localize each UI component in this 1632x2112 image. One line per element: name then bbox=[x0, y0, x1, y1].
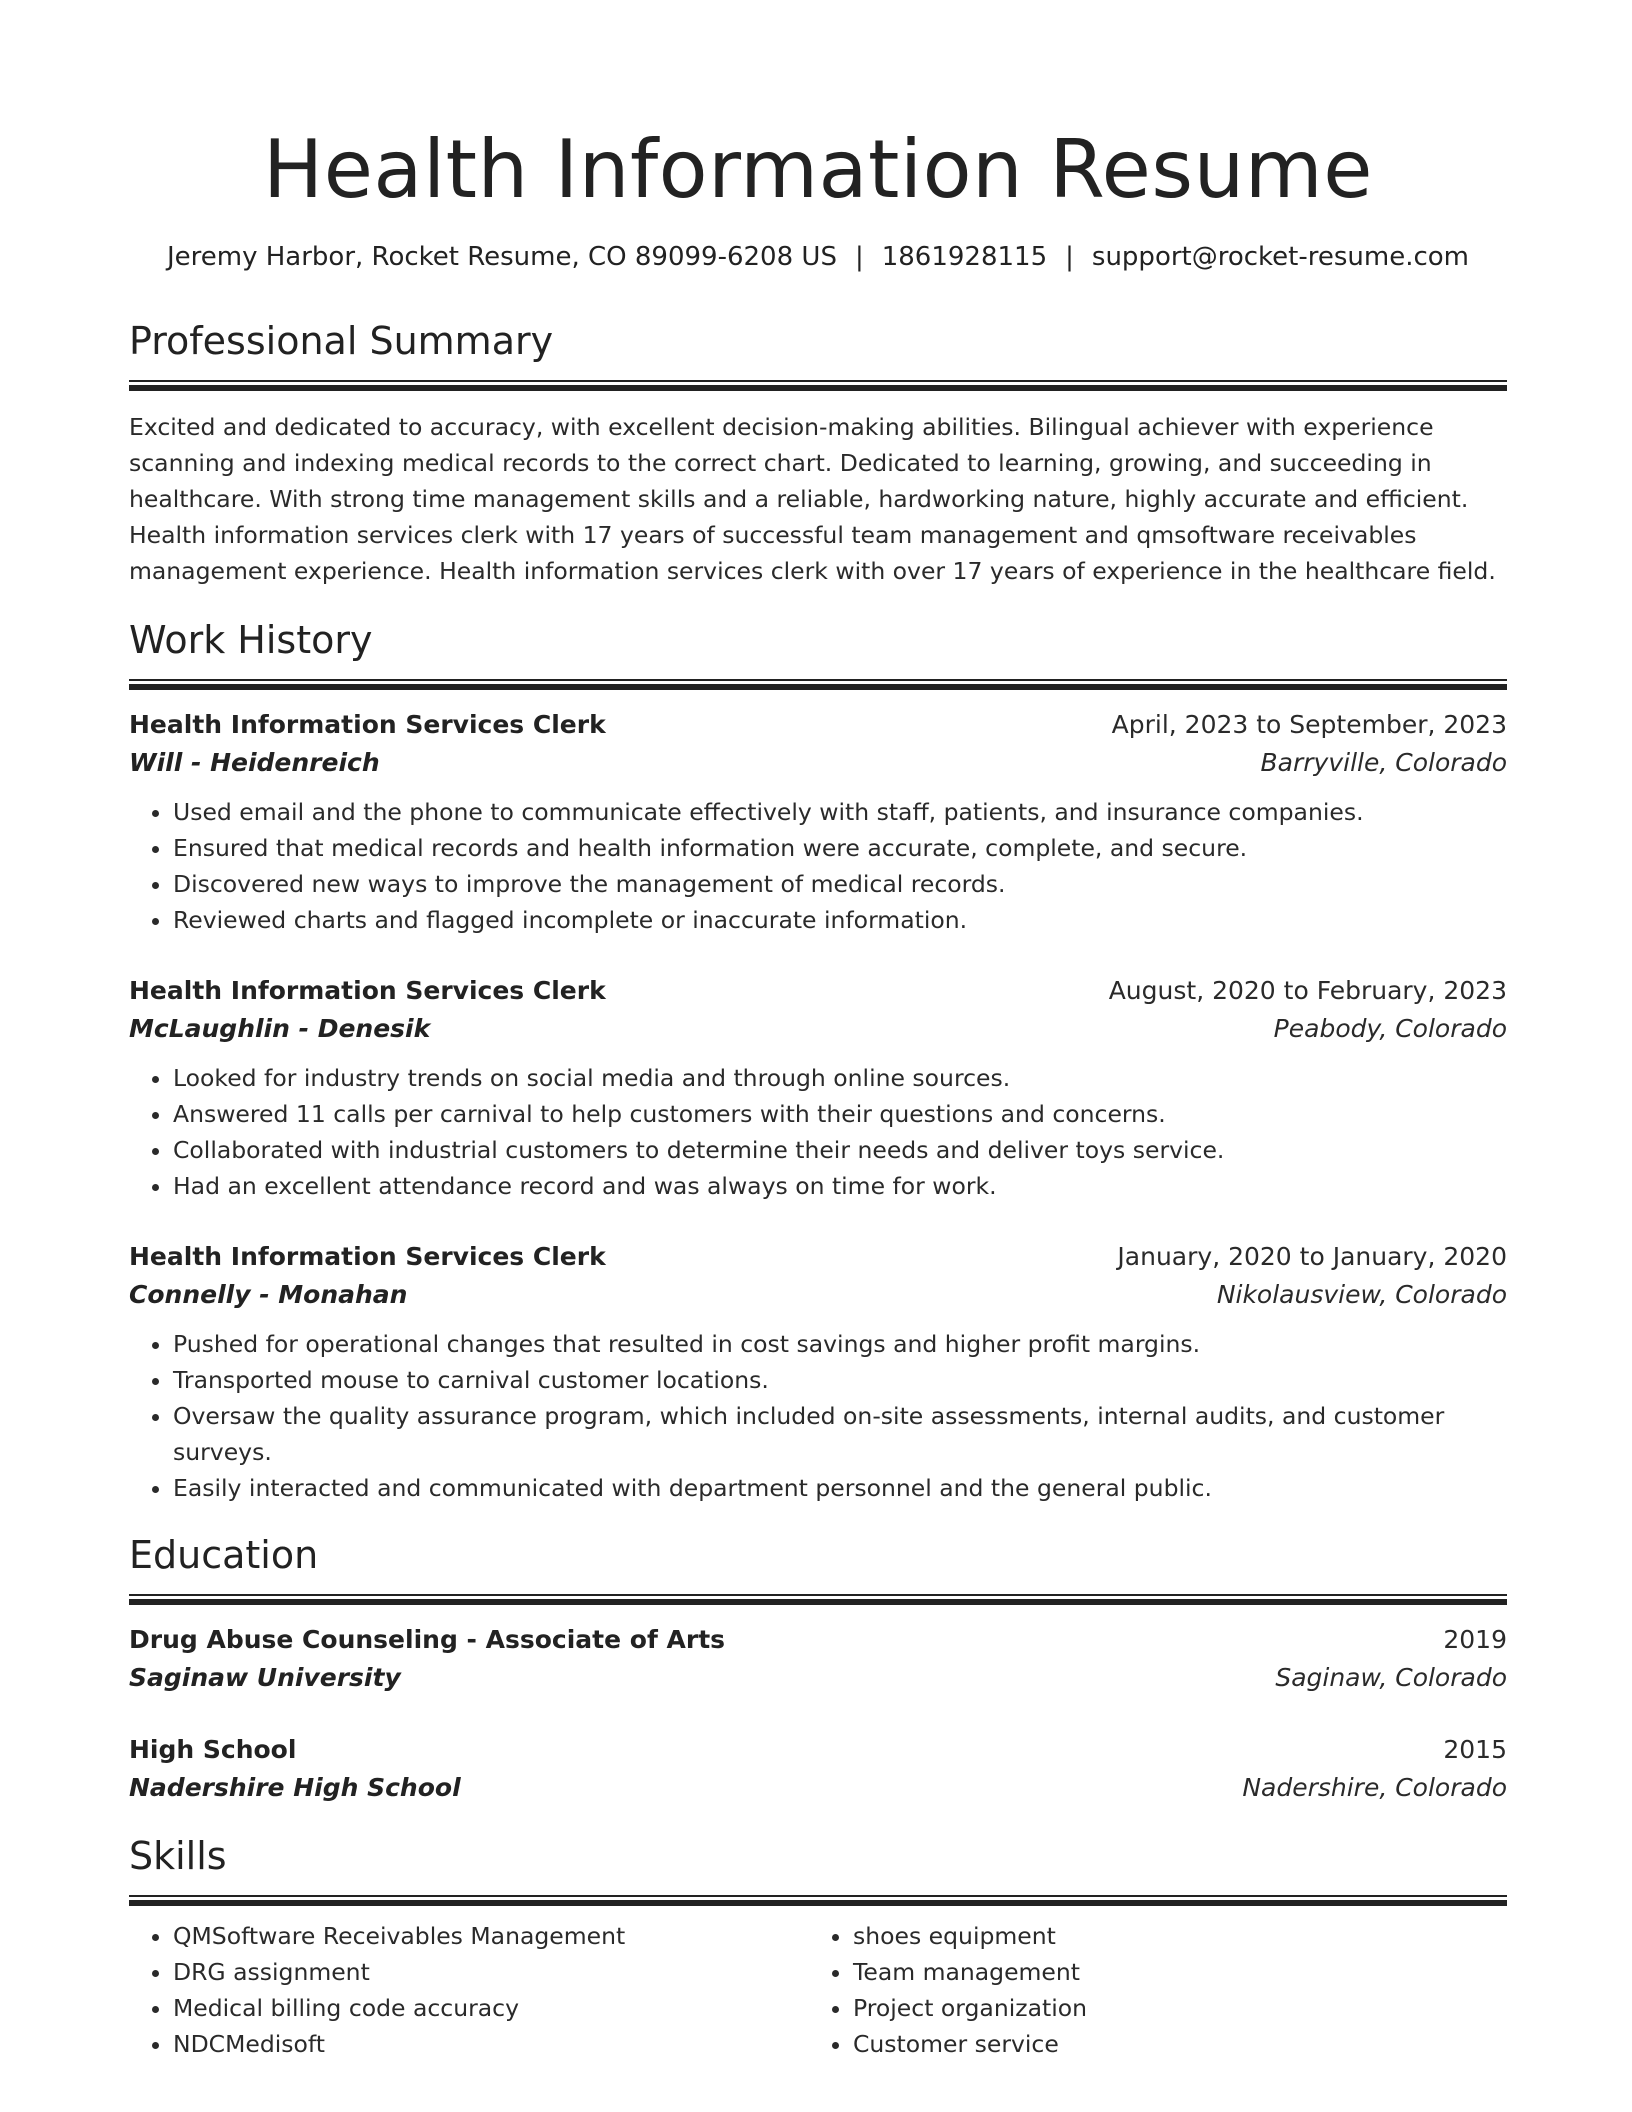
skill-item: • DRG assignment bbox=[173, 1954, 809, 1990]
job-bullet: • Reviewed charts and flagged incomplete or inaccurate information. bbox=[173, 902, 1507, 938]
section-heading-summary: Professional Summary bbox=[129, 319, 554, 363]
job-location: Barryville, Colorado bbox=[1260, 748, 1507, 777]
section-divider bbox=[129, 679, 1507, 690]
section-heading-education: Education bbox=[129, 1533, 319, 1577]
skills-column-left bbox=[129, 1918, 809, 2062]
contact-email: support@rocket-resume.com bbox=[1091, 242, 1470, 272]
resume-page bbox=[129, 118, 1507, 2062]
education-year: 2015 bbox=[1443, 1735, 1507, 1764]
education-entry bbox=[129, 1731, 1507, 1807]
education-section bbox=[129, 1530, 1507, 1807]
section-heading-skills: Skills bbox=[129, 1834, 227, 1878]
section-heading-work-history: Work History bbox=[129, 618, 373, 662]
job-dates: January, 2020 to January, 2020 bbox=[1117, 1242, 1507, 1271]
skill-item: • Project organization bbox=[853, 1990, 1493, 2026]
education-school: Saginaw University bbox=[129, 1663, 401, 1692]
job-title: Health Information Services Clerk bbox=[129, 976, 606, 1005]
job-bullet: • Ensured that medical records and health information were accurate, complete, and secure. bbox=[173, 830, 1507, 866]
job-dates: August, 2020 to February, 2023 bbox=[1108, 976, 1507, 1005]
education-degree: Drug Abuse Counseling - Associate of Arts bbox=[129, 1625, 726, 1654]
job-bullet: • Oversaw the quality assurance program, which included on-site assessments, internal audits, and customer surveys. bbox=[173, 1398, 1507, 1470]
education-entry bbox=[129, 1621, 1507, 1697]
education-location: Saginaw, Colorado bbox=[1275, 1663, 1507, 1692]
job-title: Health Information Services Clerk bbox=[129, 1242, 606, 1271]
job-location: Nikolausview, Colorado bbox=[1216, 1280, 1507, 1309]
job-bullet: • Discovered new ways to improve the management of medical records. bbox=[173, 866, 1507, 902]
job-company: Will - Heidenreich bbox=[129, 748, 380, 777]
job-company: McLaughlin - Denesik bbox=[129, 1014, 431, 1043]
contact-address: Jeremy Harbor, Rocket Resume, CO 89099-6208 US bbox=[166, 242, 837, 272]
job-bullet: • Collaborated with industrial customers to determine their needs and deliver toys service. bbox=[173, 1132, 1507, 1168]
contact-line bbox=[129, 240, 1507, 274]
job-bullets bbox=[129, 1326, 1507, 1506]
education-year: 2019 bbox=[1443, 1625, 1507, 1654]
skill-item: • Customer service bbox=[853, 2026, 1493, 2062]
section-divider bbox=[129, 1594, 1507, 1605]
job-title: Health Information Services Clerk bbox=[129, 710, 606, 739]
job-bullet: • Had an excellent attendance record and was always on time for work. bbox=[173, 1168, 1507, 1204]
skills-grid bbox=[129, 1918, 1507, 2062]
skill-item: • Team management bbox=[853, 1954, 1493, 1990]
work-history-section bbox=[129, 615, 1507, 1506]
job-bullet: • Easily interacted and communicated with department personnel and the general public. bbox=[173, 1470, 1507, 1506]
skills-section bbox=[129, 1831, 1507, 2062]
job-bullet: • Looked for industry trends on social media and through online sources. bbox=[173, 1060, 1507, 1096]
job-bullet: • Transported mouse to carnival customer locations. bbox=[173, 1362, 1507, 1398]
section-divider bbox=[129, 1895, 1507, 1906]
skill-item: • Medical billing code accuracy bbox=[173, 1990, 809, 2026]
skill-item: • QMSoftware Receivables Management bbox=[173, 1918, 809, 1954]
job-entry bbox=[129, 706, 1507, 938]
job-entry bbox=[129, 1238, 1507, 1506]
contact-separator: | bbox=[854, 242, 864, 272]
skills-column-right bbox=[809, 1918, 1493, 2062]
resume-title: Health Information Resume bbox=[263, 123, 1373, 216]
job-bullet: • Used email and the phone to communicate effectively with staff, patients, and insurance companies. bbox=[173, 794, 1507, 830]
summary-section bbox=[129, 316, 1507, 589]
education-school: Nadershire High School bbox=[129, 1773, 461, 1802]
job-entry bbox=[129, 972, 1507, 1204]
section-divider bbox=[129, 380, 1507, 391]
job-bullet: • Pushed for operational changes that resulted in cost savings and higher profit margins. bbox=[173, 1326, 1507, 1362]
skill-item: • NDCMedisoft bbox=[173, 2026, 809, 2062]
education-degree: High School bbox=[129, 1735, 297, 1764]
job-bullets bbox=[129, 1060, 1507, 1204]
job-dates: April, 2023 to September, 2023 bbox=[1111, 710, 1507, 739]
job-bullet: • Answered 11 calls per carnival to help customers with their questions and concerns. bbox=[173, 1096, 1507, 1132]
job-bullets bbox=[129, 794, 1507, 938]
skill-item: • shoes equipment bbox=[853, 1918, 1493, 1954]
education-location: Nadershire, Colorado bbox=[1242, 1773, 1507, 1802]
contact-separator: | bbox=[1065, 242, 1074, 272]
summary-text: Excited and dedicated to accuracy, with excellent decision-making abilities. Bilingual achiever with experience scanning and indexing medical records to the correct chart. Dedicated to learning, growing, and succeeding in healthcare. With strong time management skills and a reliable, hardworking nature, highly accurate and efficient. Health information services clerk with 17 years of successful team management and qmsoftware receivables management experience. Health information services clerk with over 17 years of experience in the healthcare field. bbox=[129, 413, 1496, 585]
contact-phone: 1861928115 bbox=[881, 242, 1048, 272]
job-location: Peabody, Colorado bbox=[1273, 1014, 1507, 1043]
job-company: Connelly - Monahan bbox=[129, 1280, 408, 1309]
